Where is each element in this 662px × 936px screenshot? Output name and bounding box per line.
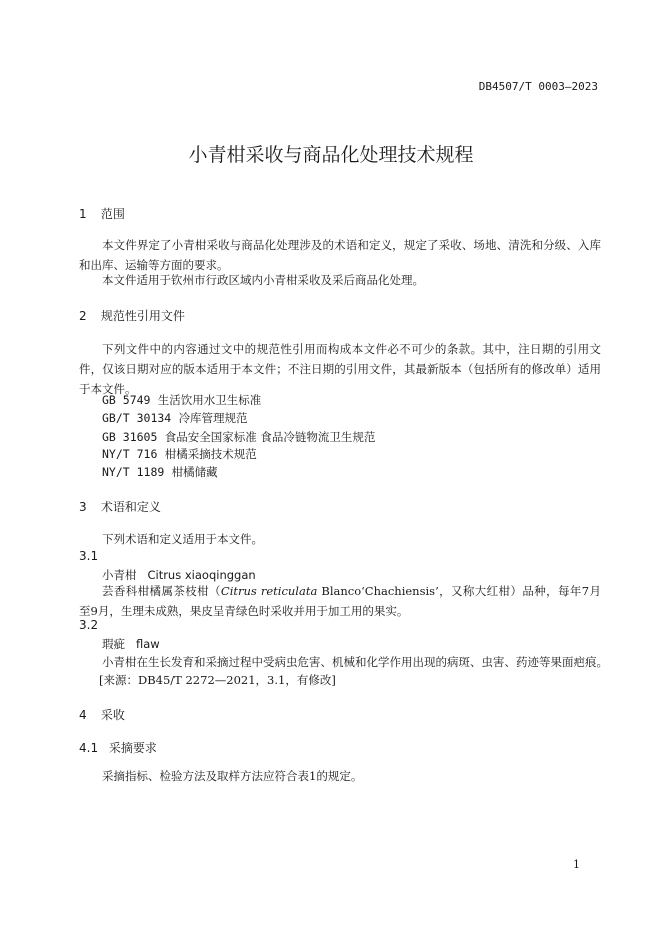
section-4-heading xyxy=(79,706,125,723)
reference-name: 食品安全国家标准 食品冷链物流卫生规范 xyxy=(164,430,376,444)
reference-code: GB 5749 xyxy=(102,393,151,407)
reference-item xyxy=(102,390,261,410)
subsection-number: 4.1 xyxy=(79,741,99,755)
section-3-heading xyxy=(79,498,161,515)
term-english: flaw xyxy=(135,637,160,651)
reference-name: 柑橘采摘技术规范 xyxy=(164,447,257,461)
term-number: 3.1 xyxy=(79,549,99,563)
section-number: 3 xyxy=(79,500,87,514)
document-title: 小青柑采收与商品化处理技术规程 xyxy=(188,144,474,166)
term-chinese: 瑕疵 xyxy=(102,637,125,651)
term-number: 3.2 xyxy=(79,618,99,632)
section-number: 4 xyxy=(79,708,87,722)
subsection-4-1-heading xyxy=(79,739,157,756)
reference-name: 冷库管理规范 xyxy=(178,411,248,425)
reference-name: 柑橘储藏 xyxy=(171,465,218,479)
reference-code: GB/T 30134 xyxy=(102,411,172,425)
definition-part: Blanco‘Chachiensis’，又称大红柑）品种，每年7月至9月，生理未成熟，果皮呈青绿色时采收并用于加工用的果实。 xyxy=(79,584,601,618)
definition-part: 芸香科柑橘属茶枝柑（ xyxy=(102,584,221,598)
terms-intro: 下列术语和定义适用于本文件。 xyxy=(102,532,263,546)
section-title: 术语和定义 xyxy=(100,500,161,514)
section-1-heading xyxy=(79,205,125,222)
term-english: Citrus xiaoqinggan xyxy=(147,568,256,582)
scope-paragraph-1: 本文件界定了小青柑采收与商品化处理涉及的术语和定义，规定了采收、场地、清洗和分级、入库和出库、运输等方面的要求。 xyxy=(79,238,601,272)
scientific-name: Citrus reticulata xyxy=(220,584,318,598)
term-chinese: 小青柑 xyxy=(102,568,137,582)
section-title: 规范性引用文件 xyxy=(100,309,185,323)
reference-name: 生活饮用水卫生标准 xyxy=(157,393,262,407)
harvest-requirement-text: 采摘指标、检验方法及取样方法应符合表1的规定。 xyxy=(102,769,363,783)
reference-code: NY/T 1189 xyxy=(102,465,165,479)
standard-number: DB4507/T 0003—2023 xyxy=(478,80,598,93)
subsection-title: 采摘要求 xyxy=(108,741,157,755)
reference-item xyxy=(102,462,218,482)
section-number: 1 xyxy=(79,207,87,221)
section-number: 2 xyxy=(79,309,87,323)
section-title: 范围 xyxy=(100,207,125,221)
reference-code: GB 31605 xyxy=(102,430,158,444)
section-2-heading xyxy=(79,307,185,324)
scope-paragraph-2: 本文件适用于钦州市行政区域内小青柑采收及采后商品化处理。 xyxy=(102,273,424,287)
reference-item xyxy=(102,408,248,428)
page-number: 1 xyxy=(573,858,580,871)
term-entry xyxy=(102,636,160,652)
reference-item xyxy=(102,444,257,464)
term-definition: 小青柑在生长发育和采摘过程中受病虫危害、机械和化学作用出现的病斑、虫害、药迹等果面疤痕。 xyxy=(102,655,608,669)
term-definition xyxy=(79,581,601,621)
section-title: 采收 xyxy=(100,708,125,722)
reference-code: NY/T 716 xyxy=(102,447,158,461)
normative-intro: 下列文件中的内容通过文中的规范性引用而构成本文件必不可少的条款。其中，注日期的引用文件，仅该日期对应的版本适用于本文件；不注日期的引用文件，其最新版本（包括所有的修改单）适用于本文件。 xyxy=(79,342,601,396)
term-source: [来源：DB45/T 2272—2021，3.1，有修改] xyxy=(99,673,336,687)
